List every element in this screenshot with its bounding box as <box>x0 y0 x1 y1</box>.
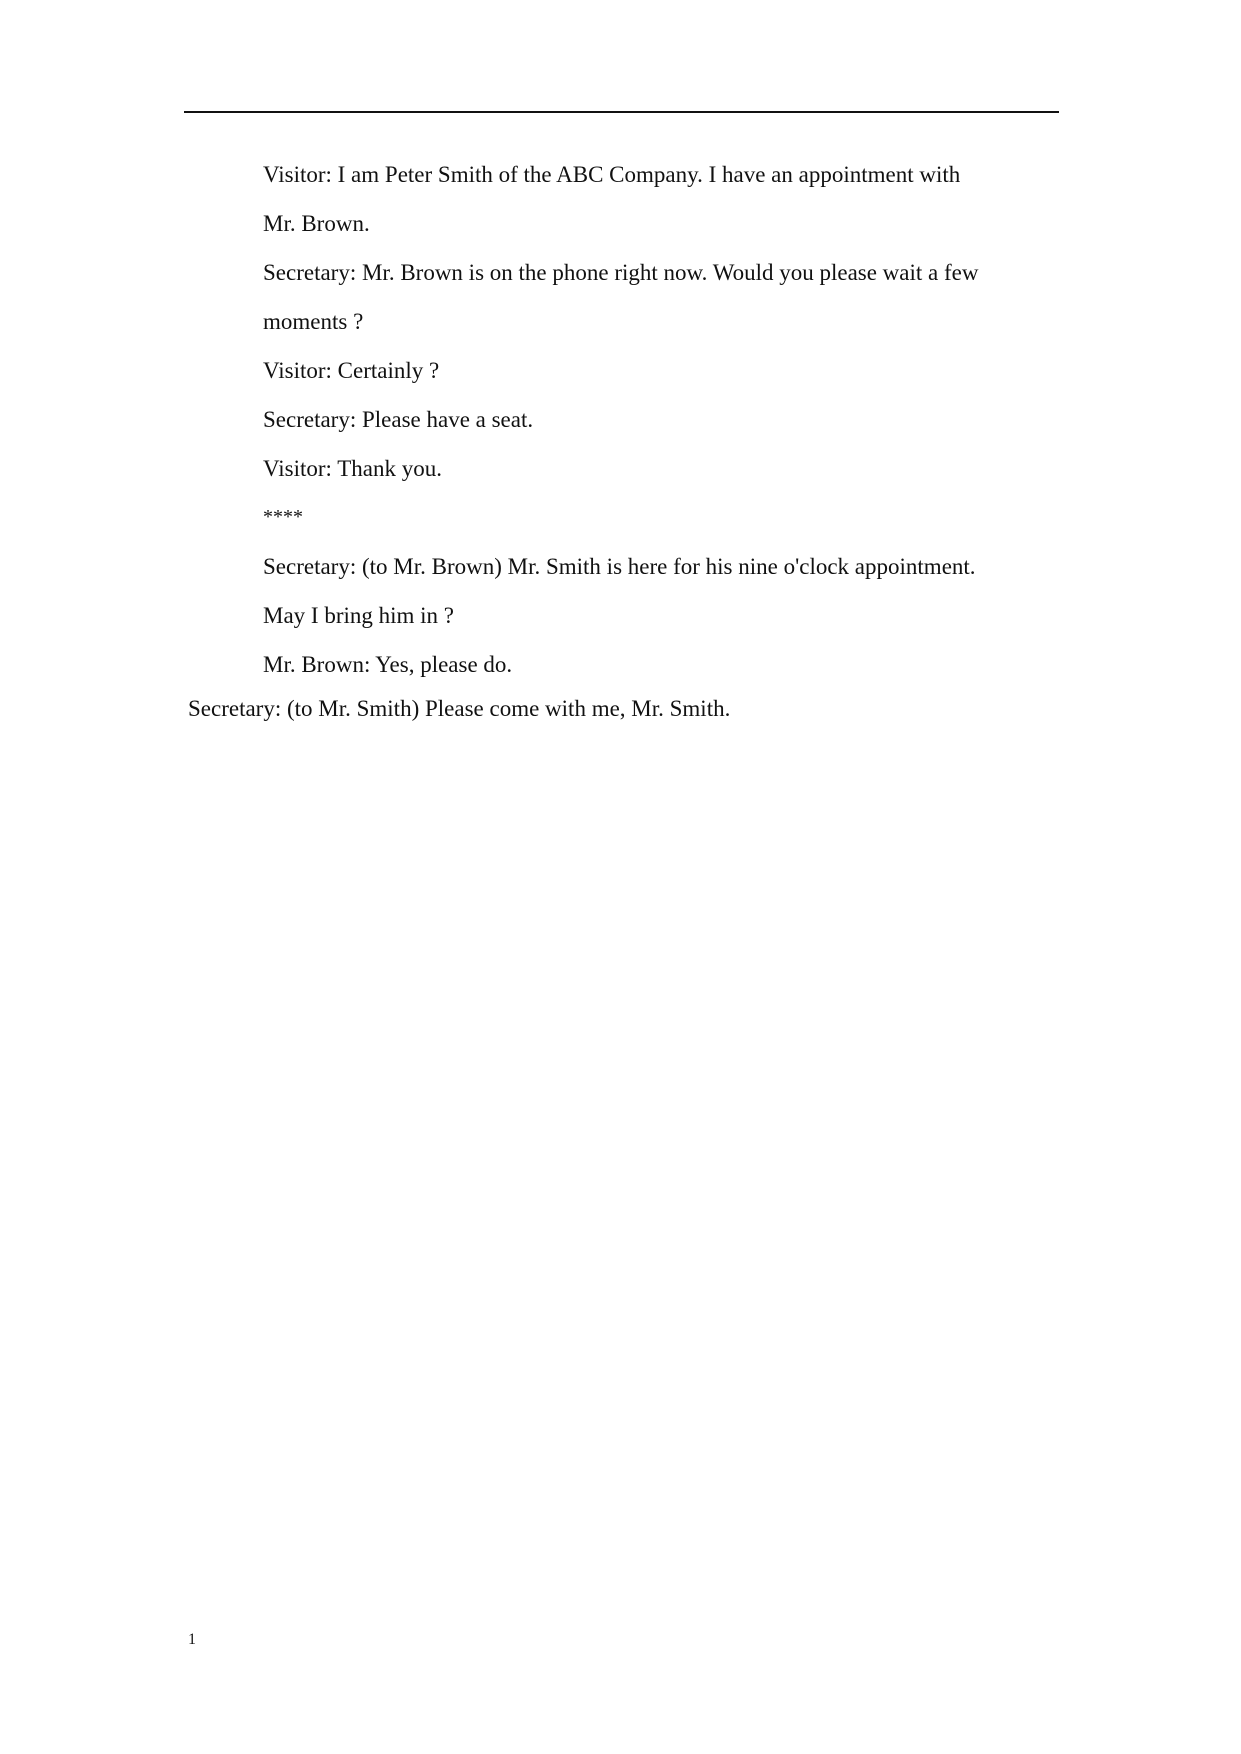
page-number: 1 <box>188 1631 196 1648</box>
dialogue-body <box>263 150 1083 689</box>
dialogue-line: Visitor: Thank you. <box>263 456 442 481</box>
dialogue-line: Mr. Brown. <box>263 211 370 236</box>
scene-break: **** <box>263 506 303 528</box>
dialogue-line: May I bring him in ? <box>263 603 454 628</box>
header-rule <box>184 111 1059 113</box>
dialogue-line: Secretary: Mr. Brown is on the phone right now. Would you please wait a few <box>263 260 979 285</box>
dialogue-line: Visitor: I am Peter Smith of the ABC Company. I have an appointment with <box>263 162 961 187</box>
dialogue-line: Mr. Brown: Yes, please do. <box>263 652 513 677</box>
final-dialogue-line: Secretary: (to Mr. Smith) Please come with me, Mr. Smith. <box>188 696 731 721</box>
dialogue-line: Secretary: (to Mr. Brown) Mr. Smith is here for his nine o'clock appointment. <box>263 554 976 579</box>
dialogue-line: moments ? <box>263 309 364 334</box>
dialogue-line: Visitor: Certainly ? <box>263 358 440 383</box>
dialogue-line: Secretary: Please have a seat. <box>263 407 534 432</box>
